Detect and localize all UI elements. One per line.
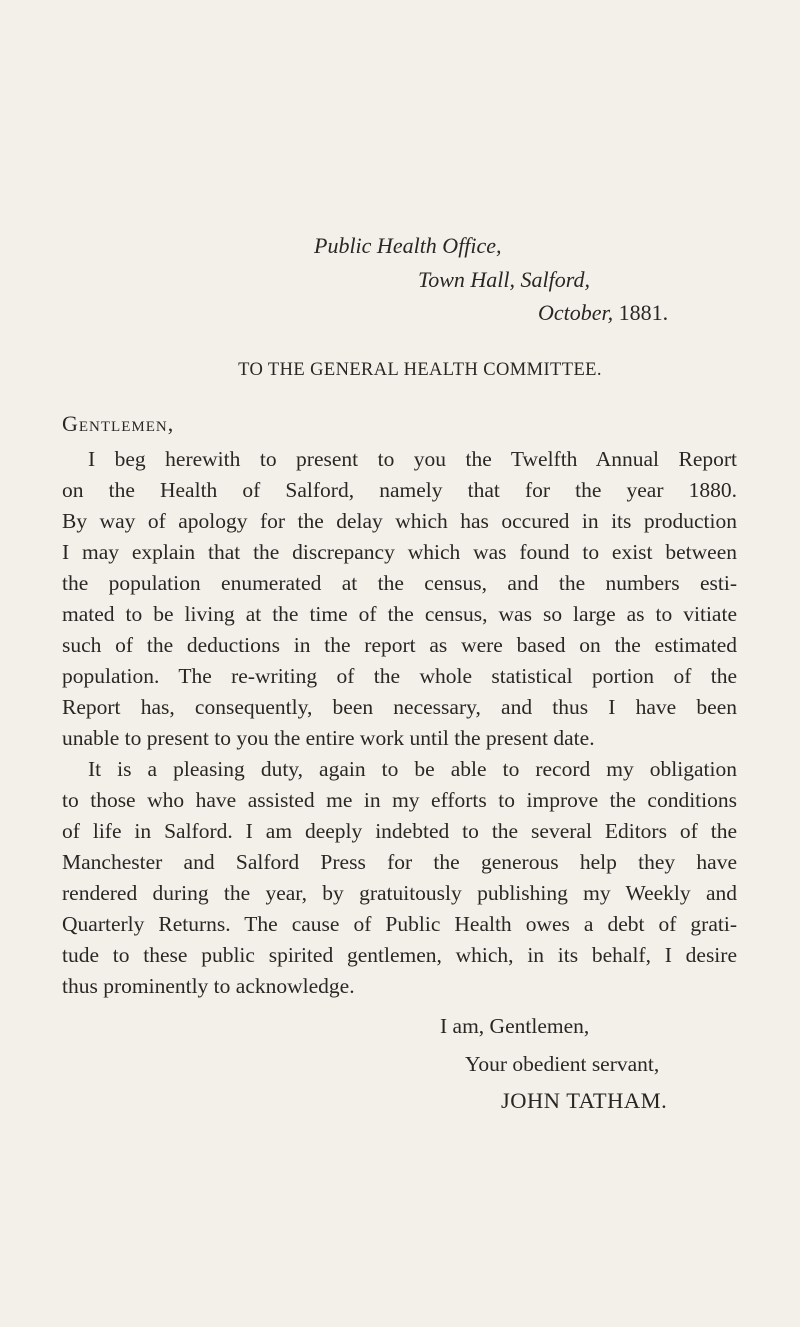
p1-line: unable to present to you the entire work until the present date.: [62, 726, 595, 750]
p2-line: It is a pleasing duty, again to be able to record my obligation: [88, 757, 737, 781]
p1-line: population. The re-writing of the whole statistical portion of the: [62, 664, 737, 688]
p1-line: the population enumerated at the census, and the numbers esti-: [62, 571, 737, 595]
address-town-hall: Town Hall, Salford,: [418, 267, 590, 292]
address-year: 1881.: [618, 300, 669, 325]
p2-line: to those who have assisted me in my efforts to improve the conditions: [62, 788, 737, 812]
p2-line: tude to these public spirited gentlemen, which, in its behalf, I desire: [62, 943, 737, 967]
address-month: October,: [538, 300, 614, 325]
p1-line: Report has, consequently, been necessary, and thus I have been: [62, 695, 737, 719]
salutation: Gentlemen,: [62, 411, 175, 436]
closing-servant: Your obedient servant,: [465, 1052, 660, 1076]
p2-line: rendered during the year, by gratuitously publishing my Weekly and: [62, 881, 737, 905]
p1-line: on the Health of Salford, namely that for the year 1880.: [62, 478, 737, 502]
address-office: Public Health Office,: [314, 233, 502, 258]
p1-line: By way of apology for the delay which has occured in its production: [62, 509, 737, 533]
p1-line: I beg herewith to present to you the Twelfth Annual Report: [88, 447, 737, 471]
closing-greeting: I am, Gentlemen,: [440, 1014, 590, 1038]
letter-heading: TO THE GENERAL HEALTH COMMITTEE.: [238, 360, 602, 380]
p1-line: I may explain that the discrepancy which was found to exist between: [62, 540, 737, 564]
p1-line: mated to be living at the time of the census, was so large as to vitiate: [62, 602, 737, 626]
p1-line: such of the deductions in the report as were based on the estimated: [62, 633, 737, 657]
p2-line: thus prominently to acknowledge.: [62, 974, 355, 998]
address-date: [538, 298, 668, 328]
p2-line: Quarterly Returns. The cause of Public Health owes a debt of grati-: [62, 912, 737, 936]
p2-line: Manchester and Salford Press for the generous help they have: [62, 850, 737, 874]
p2-line: of life in Salford. I am deeply indebted to the several Editors of the: [62, 819, 737, 843]
signature-name: JOHN TATHAM.: [501, 1088, 668, 1113]
